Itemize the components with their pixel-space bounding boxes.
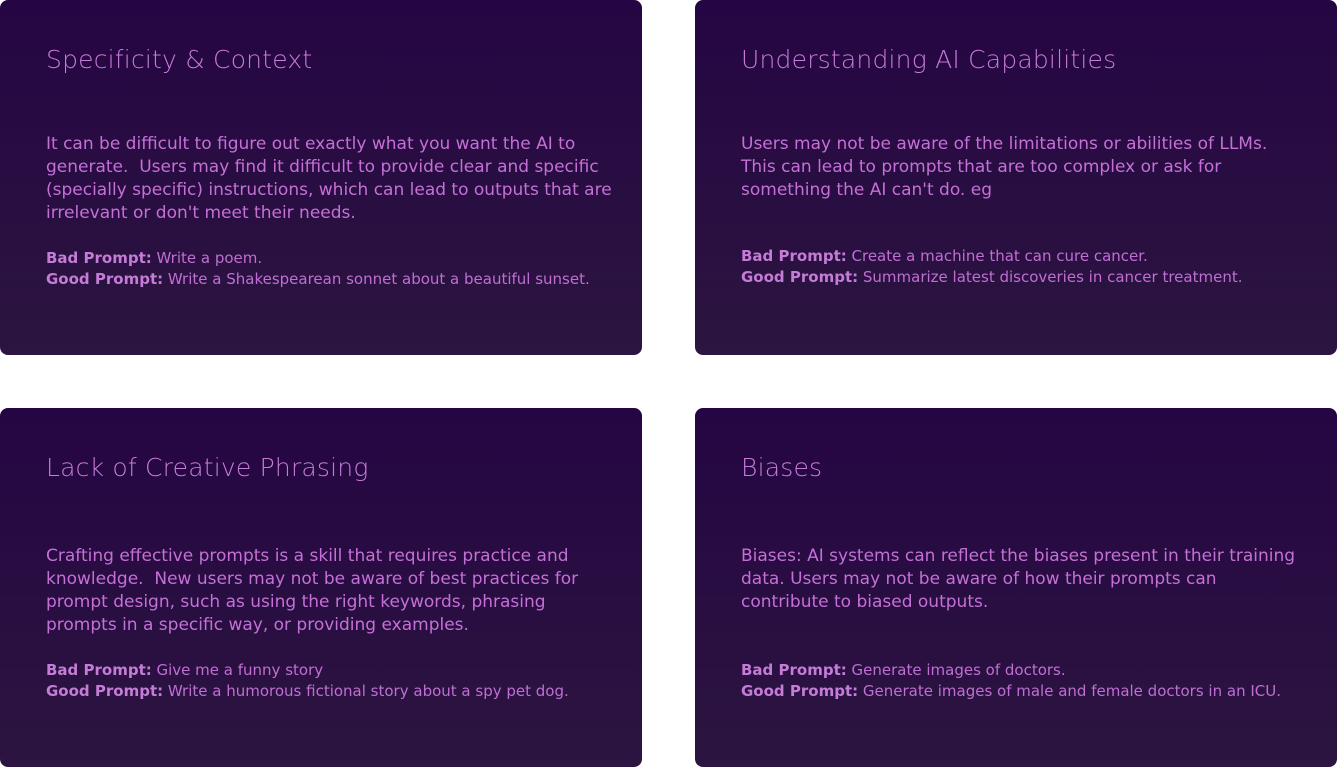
card-biases: [695, 408, 1337, 767]
good-prompt-label: Good Prompt:: [46, 270, 164, 288]
prompt-examples: [741, 660, 1281, 702]
bad-prompt-text: Generate images of doctors.: [846, 661, 1066, 679]
card-description: Users may not be aware of the limitations or abilities of LLMs. This can lead to prompts that are too complex or ask for something the AI can't do. eg: [741, 134, 1273, 200]
card-description: Crafting effective prompts is a skill that requires practice and knowledge. New users may not be aware of best practices for prompt design, such as using the right keywords, phrasing prompts in a specific way, or providing examples.: [46, 546, 584, 635]
good-prompt-text: Generate images of male and female doctors in an ICU.: [858, 682, 1281, 700]
bad-prompt-text: Write a poem.: [151, 249, 263, 267]
bad-prompt-line: [46, 660, 569, 681]
prompt-examples: [741, 246, 1242, 288]
good-prompt-label: Good Prompt:: [741, 682, 859, 700]
good-prompt-text: Write a Shakespearean sonnet about a beautiful sunset.: [163, 270, 590, 288]
good-prompt-line: [46, 681, 569, 702]
bad-prompt-label: Bad Prompt:: [46, 249, 152, 267]
bad-prompt-line: [741, 660, 1281, 681]
card-description: It can be difficult to figure out exactly what you want the AI to generate. Users may find it difficult to provide clear and specific (specially specific) instructions, which can lead to outputs that are irrelevant or don't meet their needs.: [46, 134, 618, 223]
bad-prompt-label: Bad Prompt:: [741, 247, 847, 265]
card-title: Understanding AI Capabilities: [741, 45, 1117, 74]
bad-prompt-label: Bad Prompt:: [46, 661, 152, 679]
card-lack-of-creative-phrasing: [0, 408, 642, 767]
bad-prompt-label: Bad Prompt:: [741, 661, 847, 679]
bad-prompt-text: Create a machine that can cure cancer.: [846, 247, 1148, 265]
bad-prompt-line: [46, 248, 590, 269]
card-title: Lack of Creative Phrasing: [46, 453, 369, 482]
good-prompt-text: Write a humorous fictional story about a spy pet dog.: [163, 682, 569, 700]
card-specificity-context: [0, 0, 642, 355]
bad-prompt-text: Give me a funny story: [151, 661, 324, 679]
card-description: Biases: AI systems can reflect the biases present in their training data. Users may not be aware of how their prompts can contribute to biased outputs.: [741, 546, 1301, 612]
good-prompt-line: [741, 267, 1242, 288]
card-title: Biases: [741, 453, 823, 482]
good-prompt-label: Good Prompt:: [741, 268, 859, 286]
good-prompt-text: Summarize latest discoveries in cancer treatment.: [858, 268, 1243, 286]
prompt-examples: [46, 660, 569, 702]
good-prompt-line: [46, 269, 590, 290]
good-prompt-label: Good Prompt:: [46, 682, 164, 700]
card-understanding-ai-capabilities: [695, 0, 1337, 355]
good-prompt-line: [741, 681, 1281, 702]
prompt-examples: [46, 248, 590, 290]
bad-prompt-line: [741, 246, 1242, 267]
card-title: Specificity & Context: [46, 45, 313, 74]
